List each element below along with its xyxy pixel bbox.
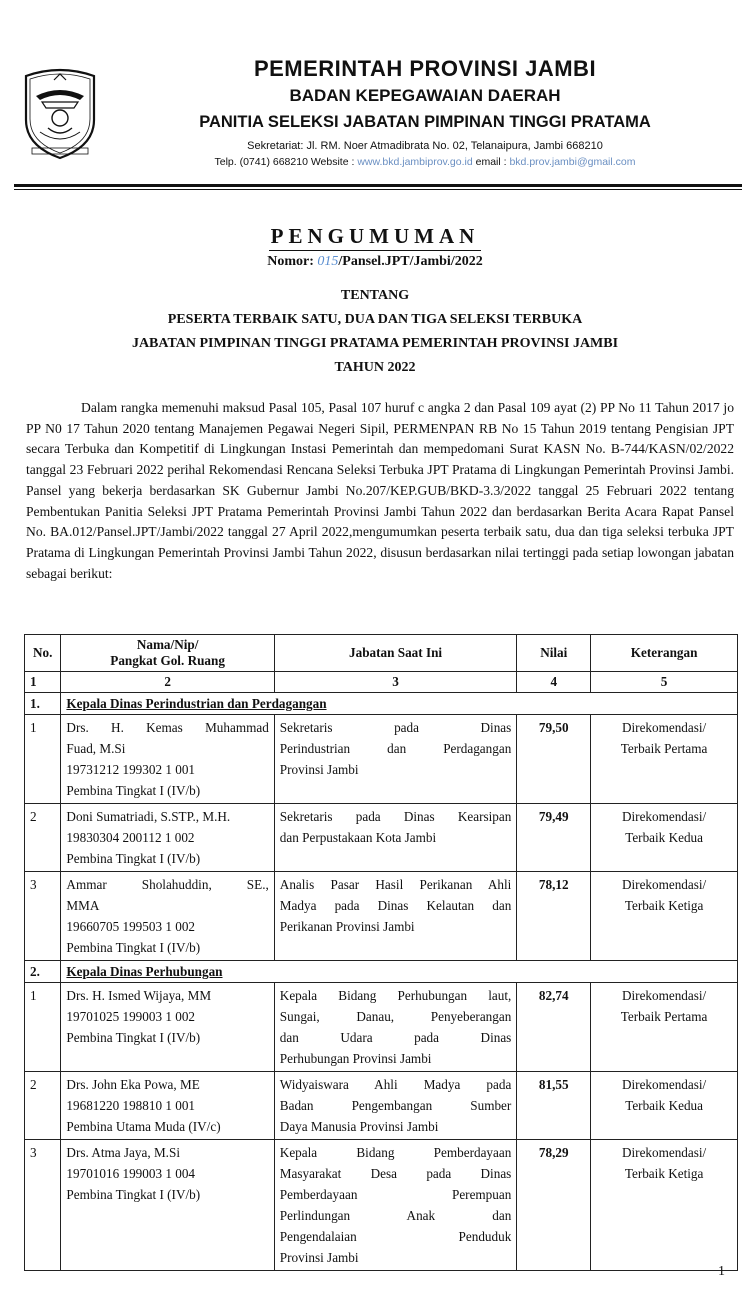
candidate-cell <box>61 872 274 961</box>
remark-line: Terbaik Pertama <box>620 741 708 756</box>
candidate-line: Fuad, M.Si <box>66 741 126 756</box>
position-line: Perhubungan Provinsi Jambi <box>279 1051 432 1066</box>
position-line: Badan Pengembangan Sumber <box>279 1098 512 1113</box>
candidate-line: 19830304 200112 1 002 <box>66 830 195 845</box>
remark-line: Direkomendasi/ <box>621 988 707 1003</box>
position-line: dan Perpustakaan Kota Jambi <box>279 830 437 845</box>
candidate-line: Drs. Atma Jaya, M.Si <box>66 1145 180 1160</box>
number-suffix: /Pansel.JPT/Jambi/2022 <box>338 254 483 269</box>
remark-cell <box>591 1072 738 1140</box>
table-row <box>25 1140 738 1271</box>
letterhead-divider-thin <box>14 189 742 190</box>
section-title: Kepala Dinas Perindustrian dan Perdagangan <box>61 693 738 715</box>
remark-line: Direkomendasi/ <box>621 877 707 892</box>
position-cell <box>274 804 517 872</box>
position-line: Sungai, Danau, Penyeberangan <box>279 1009 512 1024</box>
candidate-cell <box>61 715 274 804</box>
score-cell: 79,49 <box>517 804 591 872</box>
header-nilai: Nilai <box>517 635 591 672</box>
number-prefix: Nomor: <box>267 254 314 269</box>
candidate-line: Pembina Tingkat I (IV/b) <box>66 940 201 955</box>
row-number: 1 <box>25 983 61 1072</box>
header-nama-line2: Pangkat Gol. Ruang <box>110 653 225 668</box>
score-cell: 78,12 <box>517 872 591 961</box>
candidate-line: MMA <box>66 898 100 913</box>
candidate-line: 19701016 199003 1 004 <box>66 1166 195 1181</box>
remark-line: Terbaik Kedua <box>625 830 703 845</box>
remark-line: Direkomendasi/ <box>621 809 707 824</box>
letterhead-divider-thick <box>14 184 742 187</box>
remark-line: Terbaik Pertama <box>620 1009 708 1024</box>
candidate-line: Pembina Utama Muda (IV/c) <box>66 1119 221 1134</box>
candidate-line: 19701025 199003 1 002 <box>66 1009 195 1024</box>
candidate-line: Drs. H. Ismed Wijaya, MM <box>66 988 212 1003</box>
position-line: Perikanan Provinsi Jambi <box>279 919 415 934</box>
header-keterangan: Keterangan <box>591 635 738 672</box>
section-number: 1. <box>25 693 61 715</box>
remark-cell <box>591 804 738 872</box>
section-row <box>25 693 738 715</box>
results-table <box>24 634 738 1271</box>
section-row <box>25 961 738 983</box>
remark-line: Direkomendasi/ <box>621 720 707 735</box>
position-cell <box>274 872 517 961</box>
announcement-title: PENGUMUMAN <box>269 222 482 251</box>
row-number: 1 <box>25 715 61 804</box>
remark-line: Terbaik Kedua <box>625 1098 703 1113</box>
subject-line-1: PESERTA TERBAIK SATU, DUA DAN TIGA SELEKSI TERBUKA <box>167 312 583 327</box>
candidate-line: Doni Sumatriadi, S.STP., M.H. <box>66 809 231 824</box>
header-nama-line1: Nama/Nip/ <box>136 637 199 652</box>
table-row <box>25 804 738 872</box>
position-line: Pengendalaian Penduduk <box>279 1229 512 1244</box>
column-index-row <box>25 672 738 693</box>
position-line: dan Udara pada Dinas <box>279 1030 512 1045</box>
letterhead-committee: PANITIA SELEKSI JABATAN PIMPINAN TINGGI PRATAMA <box>199 113 651 131</box>
remark-cell <box>591 1140 738 1271</box>
letterhead <box>110 55 740 170</box>
column-index: 5 <box>591 672 738 693</box>
position-line: Kepala Bidang Pemberdayaan <box>279 1145 512 1160</box>
candidate-line: Pembina Tingkat I (IV/b) <box>66 1030 201 1045</box>
candidate-line: 19660705 199503 1 002 <box>66 919 195 934</box>
remark-line: Direkomendasi/ <box>621 1077 707 1092</box>
table-header-row <box>25 635 738 672</box>
header-nama <box>61 635 274 672</box>
row-number: 3 <box>25 1140 61 1271</box>
remark-line: Terbaik Ketiga <box>624 898 704 913</box>
table-row <box>25 1072 738 1140</box>
section-number: 2. <box>25 961 61 983</box>
position-line: Perindustrian dan Perdagangan <box>279 741 512 756</box>
candidate-line: 19681220 198810 1 001 <box>66 1098 195 1113</box>
row-number: 3 <box>25 872 61 961</box>
candidate-line: Drs. John Eka Powa, ME <box>66 1077 200 1092</box>
score-cell: 82,74 <box>517 983 591 1072</box>
position-line: Madya pada Dinas Kelautan dan <box>279 898 512 913</box>
position-line: Masyarakat Desa pada Dinas <box>279 1166 512 1181</box>
email-link[interactable]: bkd.prov.jambi@gmail.com <box>509 156 636 168</box>
remark-cell <box>591 715 738 804</box>
position-line: Provinsi Jambi <box>279 1250 359 1265</box>
subject-line-3: TAHUN 2022 <box>334 360 416 375</box>
header-jabatan: Jabatan Saat Ini <box>274 635 517 672</box>
remark-cell <box>591 872 738 961</box>
candidate-line: Drs. H. Kemas Muhammad <box>66 720 269 735</box>
candidate-cell <box>61 983 274 1072</box>
candidate-line: 19731212 199302 1 001 <box>66 762 195 777</box>
position-line: Analis Pasar Hasil Perikanan Ahli <box>279 877 512 892</box>
row-number: 2 <box>25 1072 61 1140</box>
position-cell <box>274 983 517 1072</box>
section-title: Kepala Dinas Perhubungan <box>61 961 738 983</box>
position-line: Provinsi Jambi <box>279 762 359 777</box>
remark-line: Terbaik Ketiga <box>624 1166 704 1181</box>
remark-line: Direkomendasi/ <box>621 1145 707 1160</box>
position-line: Sekretaris pada Dinas Kearsipan <box>279 809 512 824</box>
website-link[interactable]: www.bkd.jambiprov.go.id <box>357 156 473 168</box>
announcement-title-block <box>0 222 750 380</box>
letterhead-government: PEMERINTAH PROVINSI JAMBI <box>253 56 597 81</box>
announcement-number <box>0 252 750 272</box>
candidate-line: Pembina Tingkat I (IV/b) <box>66 851 201 866</box>
letterhead-address: Sekretariat: Jl. RM. Noer Atmadibrata No. 02, Telanaipura, Jambi 668210 <box>247 140 603 152</box>
column-index: 2 <box>61 672 274 693</box>
remark-cell <box>591 983 738 1072</box>
phone-label: Telp. (0741) 668210 Website : <box>214 156 355 168</box>
position-line: Widyaiswara Ahli Madya pada <box>279 1077 512 1092</box>
position-cell <box>274 1072 517 1140</box>
table-row <box>25 983 738 1072</box>
candidate-cell <box>61 1140 274 1271</box>
position-line: Perlindungan Anak dan <box>279 1208 512 1223</box>
jambi-province-emblem-icon <box>18 62 102 162</box>
letterhead-agency: BADAN KEPEGAWAIAN DAERAH <box>289 86 561 105</box>
position-line: Kepala Bidang Perhubungan laut, <box>279 988 512 1003</box>
position-line: Sekretaris pada Dinas <box>279 720 512 735</box>
position-line: Daya Manusia Provinsi Jambi <box>279 1119 439 1134</box>
score-cell: 81,55 <box>517 1072 591 1140</box>
candidate-line: Pembina Tingkat I (IV/b) <box>66 1187 201 1202</box>
column-index: 3 <box>274 672 517 693</box>
position-cell <box>274 715 517 804</box>
score-cell: 78,29 <box>517 1140 591 1271</box>
body-paragraph: Dalam rangka memenuhi maksud Pasal 105, Pasal 107 huruf c angka 2 dan Pasal 109 ayat (2) PP No 11 Tahun 2017 jo PP N0 17 Tahun 2020 tentang Manajemen Pegawai Negeri Sipil, PERMENPAN RB No 15 Tahun 2019 tentang Pengisian JPT secara Terbuka dan Kompetitif di Lingkungan Instasi Pemerintah dan mempedomani Surat KASN No. B-744/KASN/02/2022 tanggal 23 Februari 2022 perihal Rekomendasi Rencana Seleksi Terbuka JPT Pratama di Lingkungan Pemerintah Provinsi Jambi. Pansel yang bekerja berdasarkan SK Gubernur Jambi No.207/KEP.GUB/BKD-3.3/2022 tanggal 25 Februari 2022 tentang Pembentukan Panitia Seleksi JPT Pratama Pemerintah Provinsi Jambi Tahun 2022 dan berdasarkan Berita Acara Rapat Pansel No. BA.012/Pansel.JPT/Jambi/2022 tanggal 27 April 2022,mengumumkan peserta terbaik satu, dua dan tiga seleksi terbuka JPT Pratama di Lingkungan Pemerintah Provinsi Jambi Tahun 2022, disusun berdasarkan nilai tertinggi pada setiap lowongan jabatan sebagai berikut: <box>26 400 734 581</box>
page-number: 1 <box>718 1264 725 1279</box>
position-cell <box>274 1140 517 1271</box>
table-row <box>25 715 738 804</box>
header-no: No. <box>25 635 61 672</box>
candidate-cell <box>61 804 274 872</box>
score-cell: 79,50 <box>517 715 591 804</box>
letterhead-contact <box>110 154 740 170</box>
candidate-line: Ammar Sholahuddin, SE., <box>66 877 269 892</box>
subject-line-2: JABATAN PIMPINAN TINGGI PRATAMA PEMERINTAH PROVINSI JAMBI <box>131 336 619 351</box>
candidate-cell <box>61 1072 274 1140</box>
candidate-line: Pembina Tingkat I (IV/b) <box>66 783 201 798</box>
column-index: 1 <box>25 672 61 693</box>
subject-heading: TENTANG <box>340 288 410 303</box>
email-label: email : <box>475 156 507 168</box>
position-line: Pemberdayaan Perempuan <box>279 1187 512 1202</box>
column-index: 4 <box>517 672 591 693</box>
table-row <box>25 872 738 961</box>
number-handwritten: 015 <box>317 254 339 269</box>
row-number: 2 <box>25 804 61 872</box>
